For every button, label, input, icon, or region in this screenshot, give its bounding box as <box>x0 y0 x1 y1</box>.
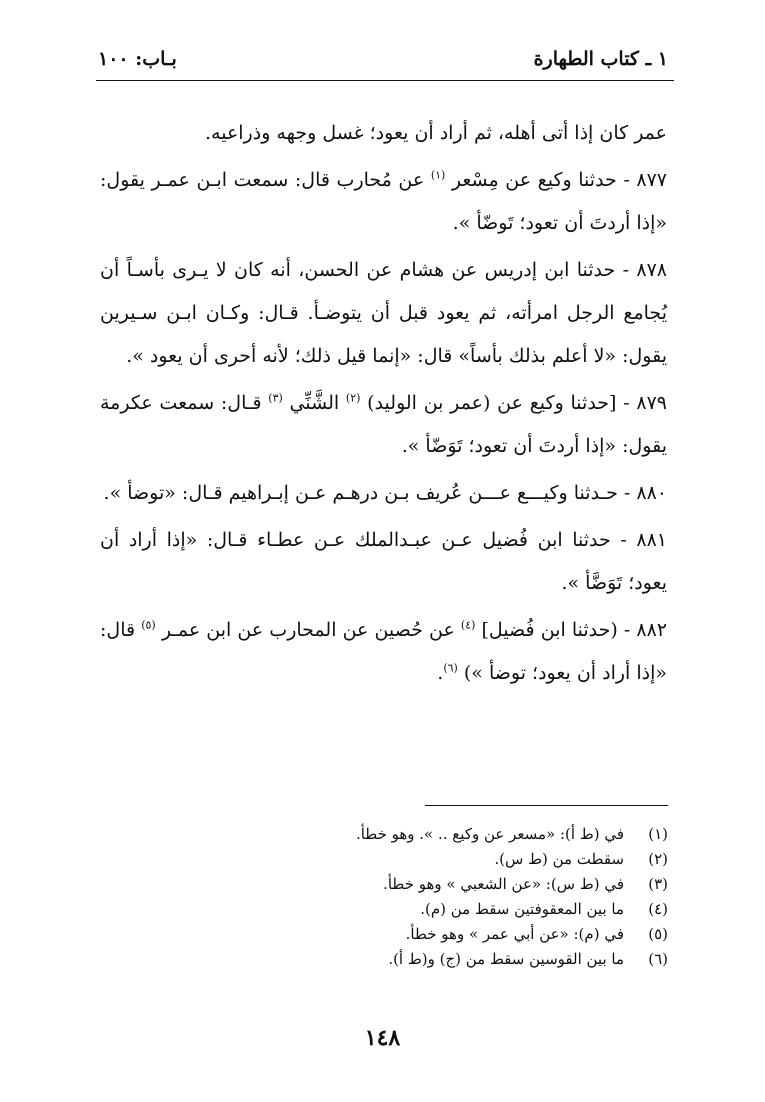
footnote-text: ما بين القوسين سقط من (ج) و(ط أ). <box>388 950 624 968</box>
footnote-number: (٦) <box>648 950 668 968</box>
hadith-878: ٨٧٨ - حدثنا ابن إدريس عن هشام عن الحسن، أنه كان لا يـرى بأسـاً أن يُجامع الرجل امرأته، ثم يعود قبل أن يتوضـأ. قـال: وكـان ابـن سـيرين يقول: «لا أعلم بذلك بأساً» قال: «إنما قيل ذلك؛ لأنه أحرى أن يعود ». <box>100 259 667 367</box>
footnote-ref: (٦) <box>443 661 458 675</box>
footnote-divider <box>425 805 668 806</box>
hadith-881: ٨٨١ - حدثنا ابن فُضيل عـن عبـدالملك عـن عطـاء قـال: «إذا أراد أن يعود؛ تَوَضَّأ ». <box>100 529 667 594</box>
hadith-877: ٨٧٧ - حدثنا وكيع عن مِسْعر $^{(١)}$ عن مُحارب قال: سمعت ابـن عمـر يقول: «إذا أردتَ أن تعود؛ تَوضّأ ». <box>100 168 667 234</box>
footnote-number: (٣) <box>648 875 668 893</box>
footnote-ref: (٥) <box>141 618 156 632</box>
page-number: ١٤٨ <box>364 1025 401 1051</box>
footnote-ref: (٣) <box>268 391 283 405</box>
footnote <box>280 897 668 922</box>
chapter-title: ١ ـ كتاب الطهارة <box>533 48 668 70</box>
footnote-number: (٢) <box>648 850 668 868</box>
footnotes <box>280 822 668 972</box>
section-label: بـاب: ١٠٠ <box>98 48 177 70</box>
footnote-number: (٥) <box>648 925 668 943</box>
footnote-ref: (٢) <box>345 391 361 405</box>
hadith-number: ٨٨٠ <box>636 482 667 504</box>
hadith-879: ٨٧٩ - [حدثنا وكيع عن (عمر بن الوليد) $^{(٢)}$ الشَّنِّي $^{(٣)}$ قـال: سمعت عكرمة يقول: «إذا أردتَ أن تعود؛ تَوَضّأ ». <box>100 391 667 457</box>
footnote-text: في (ط س): «عن الشعبي » وهو خطأ. <box>383 875 624 893</box>
footnote-ref: (٤) <box>460 618 476 632</box>
hadith-880: ٨٨٠ - حـدثنا وكيـــع عـــن عُريف بـن درهـم عـن إبـراهيم قـال: «توضأ ». <box>103 482 667 504</box>
header-divider <box>96 80 674 81</box>
footnote-ref: (١) <box>430 168 446 182</box>
hadith-number: ٨٧٨ <box>636 259 667 281</box>
hadith-number: ٨٧٧ <box>636 169 667 191</box>
footnote-text: سقطت من (ط س). <box>494 850 624 868</box>
paragraph-continuation: عمر كان إذا أتى أهله، ثم أراد أن يعود؛ غسل وجهه وذراعيه. <box>204 122 667 144</box>
footnote <box>280 947 668 972</box>
footnote <box>280 922 668 947</box>
footnote-text: ما بين المعقوفتين سقط من (م). <box>420 900 624 918</box>
footnote <box>280 822 668 847</box>
footnote <box>280 847 668 872</box>
footnote-number: (١) <box>648 825 668 843</box>
running-header <box>98 44 668 74</box>
footnote-text: في (ط أ): «مسعر عن وكيع .. ». وهو خطأ. <box>355 825 624 843</box>
hadith-number: ٨٨١ <box>636 529 667 551</box>
hadith-number: ٨٨٢ <box>636 619 668 641</box>
footnote-text: في (م): «عن أبي عمر » وهو خطأ. <box>405 925 624 943</box>
hadith-number: ٨٧٩ <box>636 392 667 414</box>
footnote-number: (٤) <box>648 900 668 918</box>
main-text <box>100 112 667 695</box>
hadith-882: ٨٨٢ - (حدثنا ابن فُضيل] $^{(٤)}$ عن حُصين عن المحارب عن ابن عمـر $^{(٥)}$ قال: «إذا أراد أن يعود؛ توضأ ») $^{(٦)}$. <box>100 618 668 684</box>
footnote <box>280 872 668 897</box>
